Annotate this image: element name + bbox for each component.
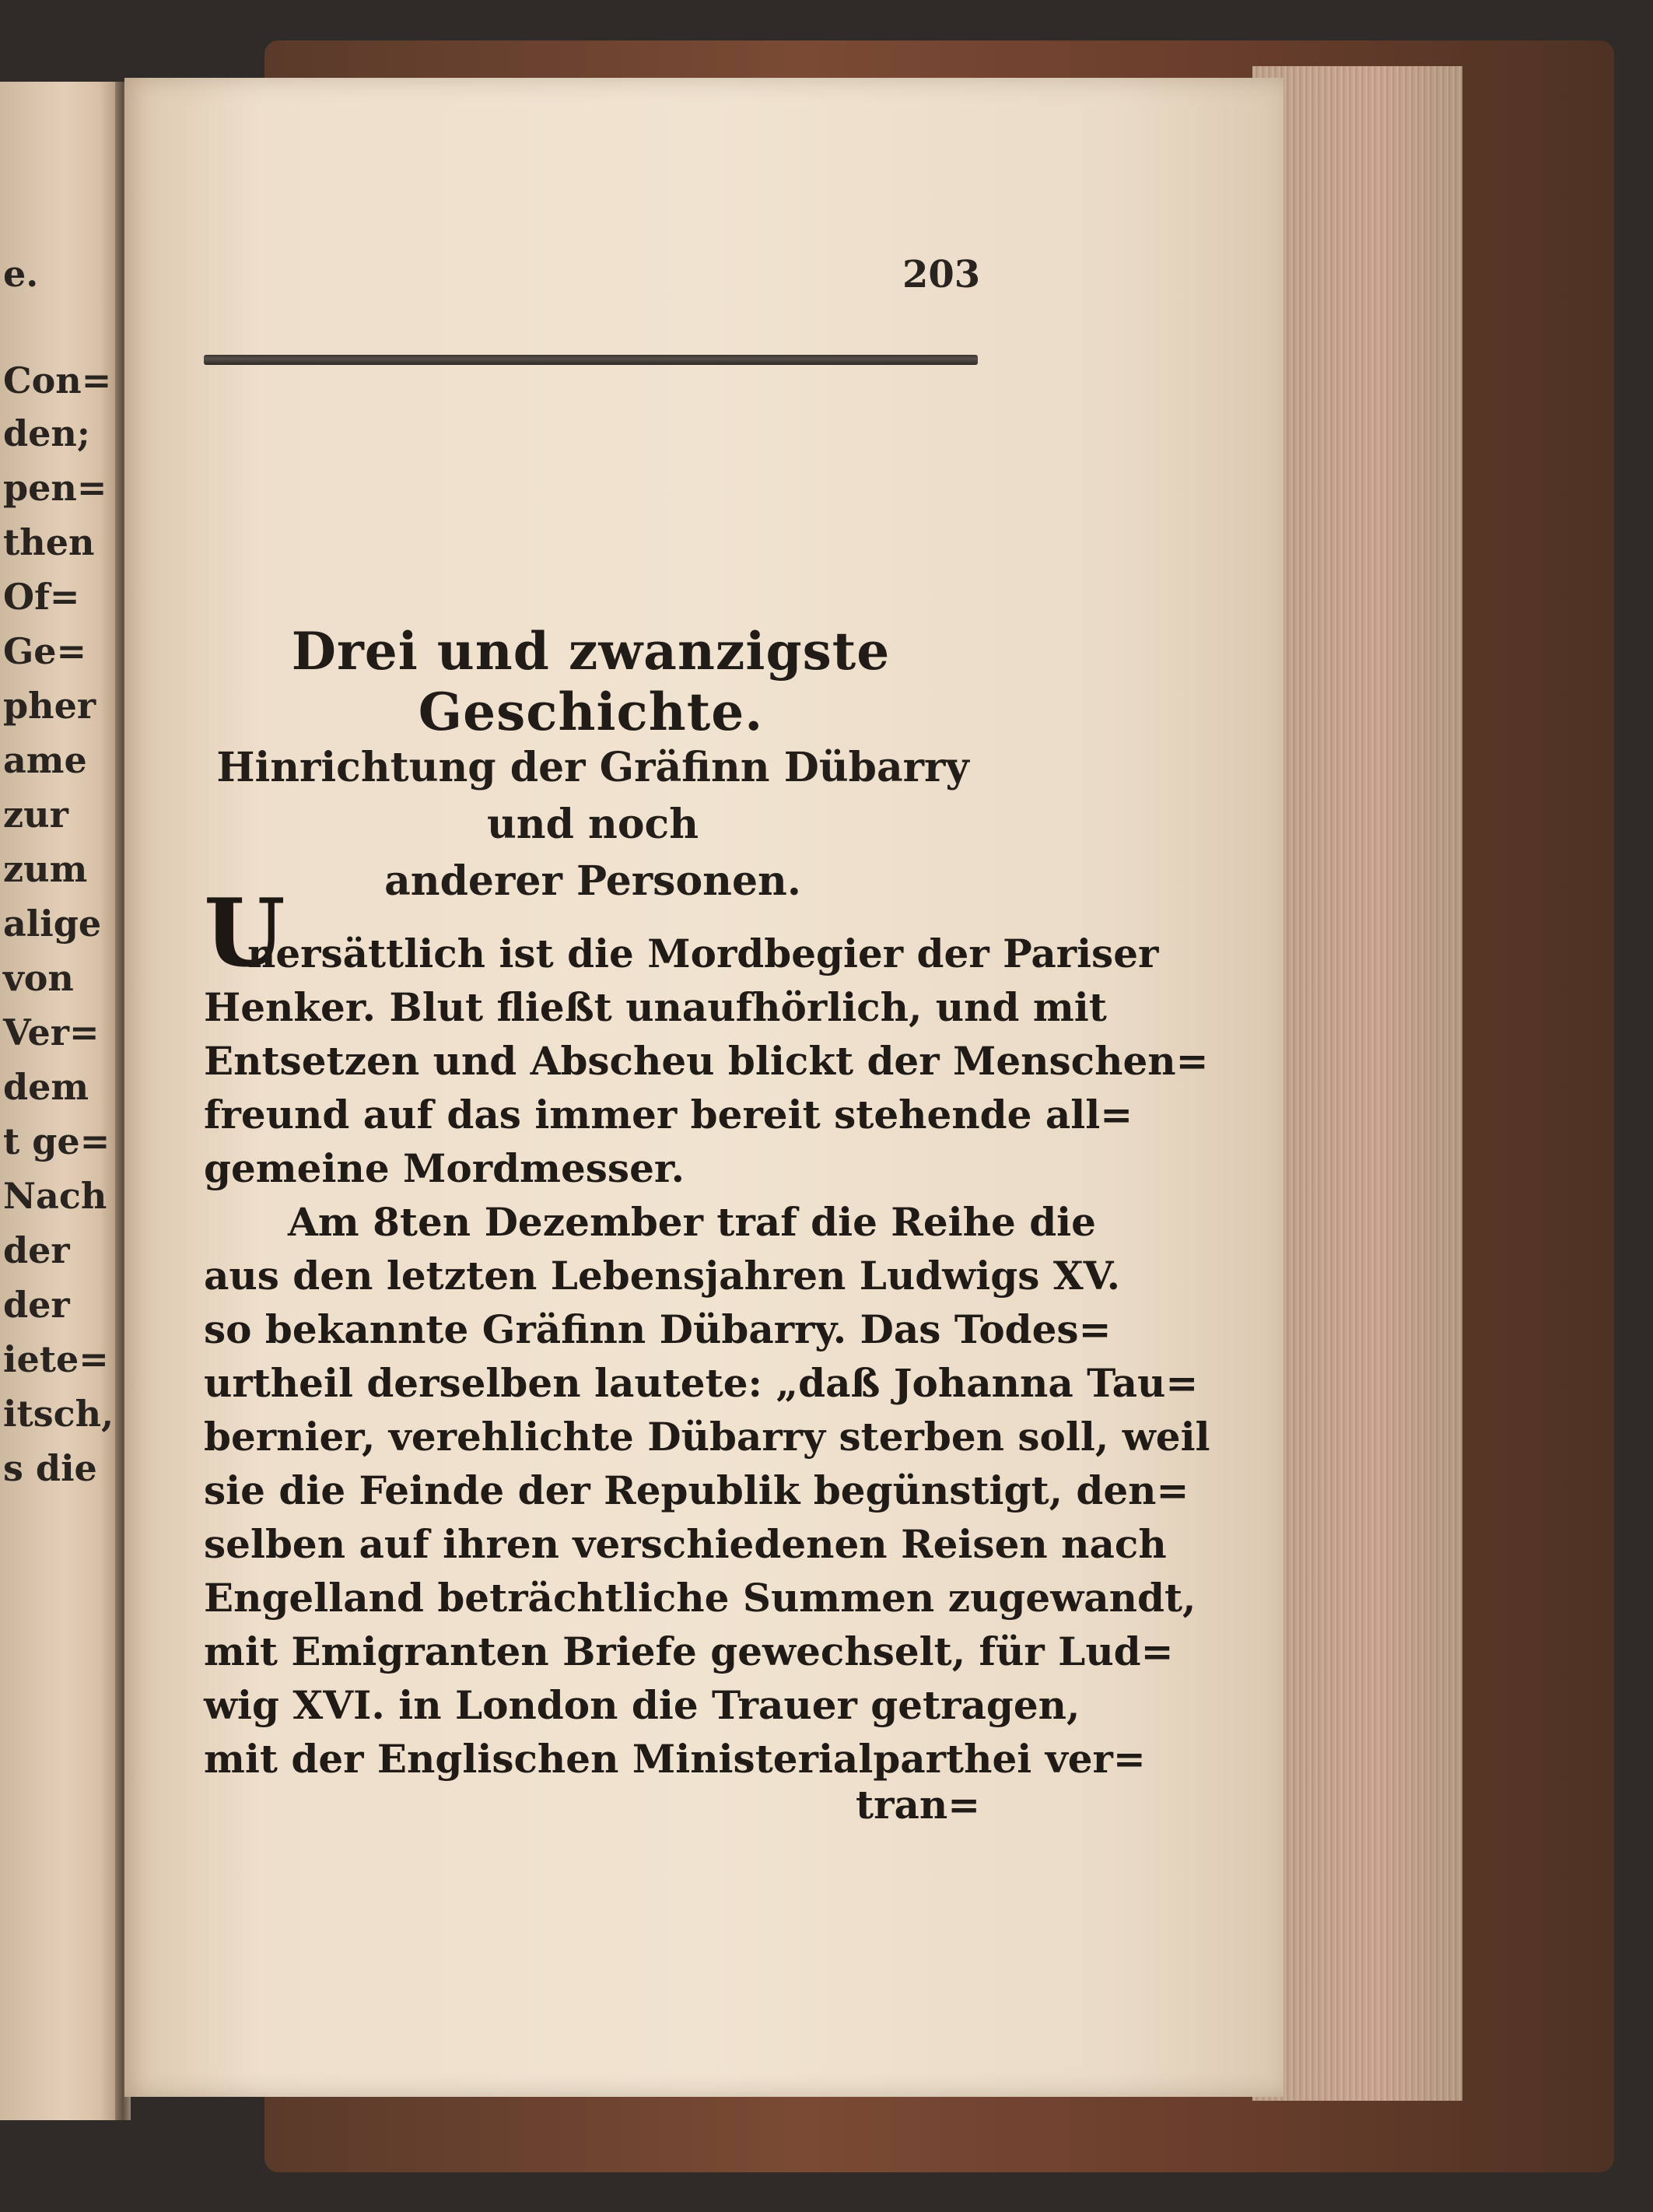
body-line: wig XVI. in London die Trauer getragen, (204, 1682, 1080, 1728)
left-page-fragment: zum (3, 848, 88, 890)
header-rule (204, 355, 978, 365)
left-page-fragment: dem (3, 1066, 89, 1108)
body-line: Engelland beträchtliche Summen zugewandt, (204, 1575, 1196, 1621)
left-page-fragment: den; (3, 412, 90, 454)
page-edges (1252, 66, 1462, 2101)
chapter-subtitle (204, 739, 982, 910)
body-line: mit der Englischen Ministerialparthei ver= (204, 1736, 1146, 1782)
body-line: nersättlich ist die Mordbegier der Pariser (247, 931, 1159, 976)
subtitle-line: Hinrichtung der Gräfinn Dübarry und noch (216, 744, 969, 848)
left-page-fragment: von (3, 957, 74, 999)
left-page-fragment: Ver= (3, 1011, 100, 1053)
left-page-fragment: der (3, 1229, 70, 1271)
left-page-fragment: pen= (3, 467, 107, 509)
left-page (0, 82, 117, 2120)
body-line: selben auf ihren verschiedenen Reisen nach (204, 1521, 1167, 1567)
left-page-fragment: pher (3, 685, 96, 727)
left-page-fragment: alige (3, 903, 102, 945)
body-line: mit Emigranten Briefe gewechselt, für Lud= (204, 1628, 1174, 1674)
right-page (124, 78, 1284, 2097)
body-line: Am 8ten Dezember traf die Reihe die (288, 1199, 1096, 1245)
drop-cap: U (204, 878, 285, 988)
body-line: Entsetzen und Abscheu blickt der Menschen= (204, 1038, 1209, 1084)
left-page-fragment: itsch, (3, 1393, 114, 1435)
left-page-fragment: then (3, 521, 95, 563)
catchword: tran= (856, 1782, 981, 1828)
subtitle-line: anderer Personen. (384, 857, 801, 905)
left-page-fragment: t ge= (3, 1120, 110, 1162)
left-page-fragment: ame (3, 739, 87, 781)
left-page-fragment: s die (3, 1447, 97, 1489)
body-line: aus den letzten Lebensjahren Ludwigs XV. (204, 1253, 1121, 1299)
left-page-fragment: iete= (3, 1338, 109, 1380)
left-page-fragment: Ge= (3, 630, 87, 672)
body-line: urtheil derselben lautete: „daß Johanna Tau= (204, 1360, 1199, 1406)
body-line: sie die Feinde der Republik begünstigt, den= (204, 1467, 1189, 1513)
left-page-fragment: der (3, 1284, 70, 1326)
left-page-fragment: Nach (3, 1175, 107, 1217)
body-line: so bekannte Gräfinn Dübarry. Das Todes= (204, 1306, 1112, 1352)
left-page-fragment: Of= (3, 576, 80, 618)
left-page-fragment: e. (3, 253, 39, 295)
left-page-fragment: Con= (3, 359, 112, 401)
body-line: Henker. Blut fließt unaufhörlich, und mit (204, 984, 1107, 1030)
left-page-fragment: zur (3, 794, 68, 836)
body-line: gemeine Mordmesser. (204, 1145, 685, 1191)
body-line: bernier, verehlichte Dübarry sterben soll, weil (204, 1414, 1210, 1460)
chapter-title: Drei und zwanzigste Geschichte. (291, 621, 891, 742)
body-line: freund auf das immer bereit stehende all= (204, 1092, 1133, 1138)
page-number: 203 (902, 253, 981, 296)
